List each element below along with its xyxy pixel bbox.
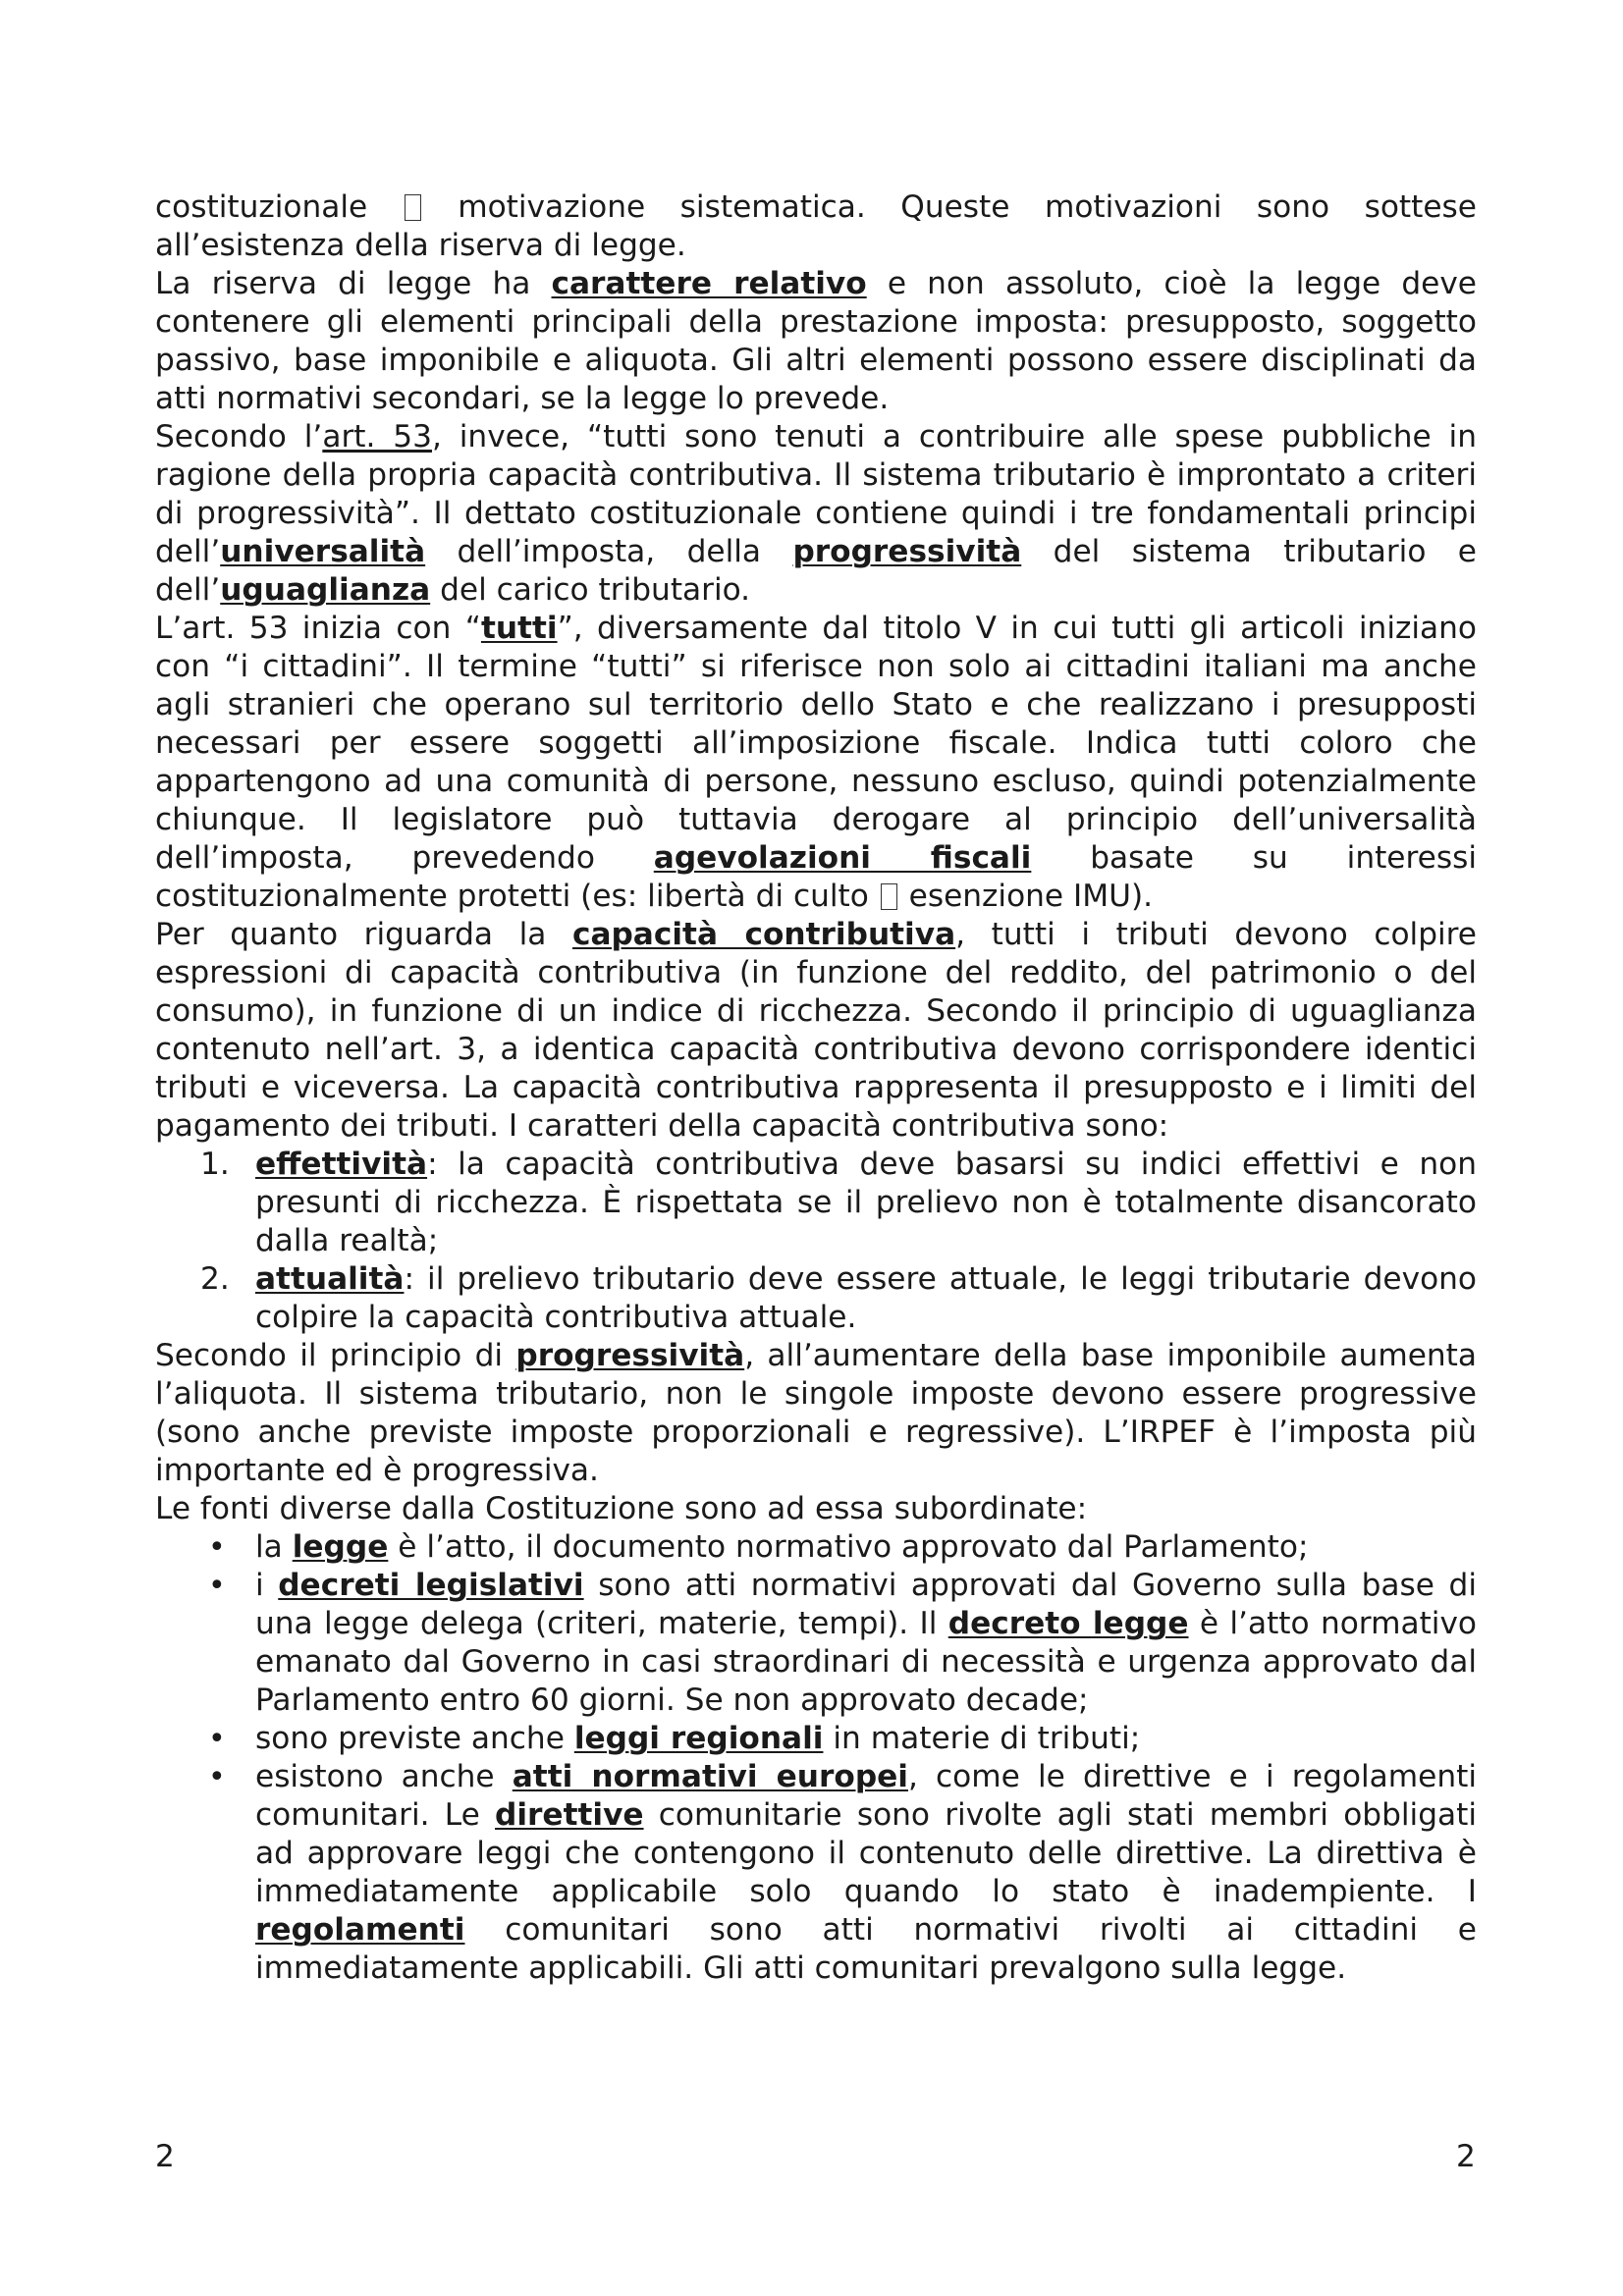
keyword-decreti-legislativi: decreti legislativi bbox=[278, 1568, 584, 1603]
bullet-icon: • bbox=[208, 1569, 226, 1603]
list-item: • la legge è l’atto, il documento normativo approvato dal Parlamento; bbox=[208, 1529, 1309, 1565]
keyword-regolamenti: regolamenti bbox=[255, 1912, 465, 1948]
bullet-icon: • bbox=[208, 1530, 226, 1565]
link-art-53[interactable]: art. 53 bbox=[322, 419, 432, 454]
bullet-list bbox=[155, 1528, 1477, 1988]
keyword-legge: legge bbox=[292, 1529, 389, 1565]
page-number-right: 2 bbox=[1456, 2139, 1476, 2174]
bullet-icon: • bbox=[208, 1760, 226, 1794]
keyword-effettivita: effettività bbox=[255, 1147, 428, 1182]
page-number-left: 2 bbox=[155, 2139, 175, 2174]
bullet-icon: • bbox=[208, 1722, 226, 1756]
keyword-decreto-legge: decreto legge bbox=[947, 1606, 1189, 1641]
list-number: 1. bbox=[200, 1147, 230, 1182]
list-item: • i decreti legislativi sono atti normativi approvati dal Governo sulla base di una legge delega (criteri, materie, tempi). Il decreto legge è l’atto normativo emanato dal Governo in casi straordinari di necessità e urgenza approvato dal Parlamento entro 60 giorni. Se non approvato decade; bbox=[208, 1568, 1478, 1718]
paragraph-tutti: L’art. 53 inizia con “tutti”, diversamente dal titolo V in cui tutti gli articoli iniziano con “i cittadini”. Il termine “tutti” si riferisce non solo ai cittadini italiani ma anche agli stranieri che operano sul territorio dello Stato e che realizzano i presupposti necessari per essere soggetti all’imposizione fiscale. Indica tutti coloro che appartengono ad una comunità di persone, nessuno escluso, quindi potenzialmente chiunque. Il legislatore può tuttavia derogare al principio dell’universalità dell’imposta, prevedendo agevolazioni fiscali basate su interessi costituzionalmente protetti (es: libertà di culto esenzione IMU). bbox=[155, 611, 1477, 914]
numbered-list bbox=[155, 1146, 1477, 1337]
list-item: 1. effettività: la capacità contributiva deve basarsi su indici effettivi e non presunti di ricchezza. È rispettata se il prelievo non è totalmente disancorato dalla realtà; bbox=[200, 1147, 1477, 1258]
list-item: 2. attualità: il prelievo tributario deve essere attuale, le leggi tributarie devono colpire la capacità contributiva attuale. bbox=[200, 1261, 1477, 1335]
keyword-tutti: tutti bbox=[480, 611, 558, 646]
keyword-progressivita: progressività bbox=[792, 534, 1022, 569]
document-page bbox=[155, 188, 1477, 1988]
arrow-glyph-icon bbox=[405, 194, 421, 221]
list-item: • sono previste anche leggi regionali in materie di tributi; bbox=[208, 1721, 1141, 1756]
paragraph-fonti: Le fonti diverse dalla Costituzione sono ad essa subordinate: bbox=[155, 1491, 1088, 1526]
paragraph-riserva-di-legge: La riserva di legge ha carattere relativo e non assoluto, cioè la legge deve contenere gli elementi principali della prestazione imposta: presupposto, soggetto passivo, base imponibile e aliquota. Gli altri elementi possono essere disciplinati da atti normativi secondari, se la legge lo prevede. bbox=[155, 266, 1477, 416]
arrow-glyph-icon bbox=[881, 883, 897, 910]
keyword-uguaglianza: uguaglianza bbox=[220, 572, 431, 608]
keyword-progressivita-2: progressività bbox=[515, 1338, 745, 1373]
paragraph-art-53: Secondo l’art. 53, invece, “tutti sono tenuti a contribuire alle spese pubbliche in ragione della propria capacità contributiva. Il sistema tributario è improntato a criteri di progressività”. Il dettato costituzionale contiene quindi i tre fondamentali principi dell’universalità dell’imposta, della progressività del sistema tributario e dell’uguaglianza del carico tributario. bbox=[155, 419, 1477, 608]
keyword-attualita: attualità bbox=[255, 1261, 405, 1297]
keyword-capacita-contributiva: capacità contributiva bbox=[571, 917, 956, 952]
paragraph-motivazione: costituzionale motivazione sistematica. Queste motivazioni sono sottese all’esistenza della riserva di legge. bbox=[155, 189, 1477, 263]
keyword-leggi-regionali: leggi regionali bbox=[573, 1721, 824, 1756]
keyword-direttive: direttive bbox=[495, 1797, 644, 1833]
keyword-carattere-relativo: carattere relativo bbox=[551, 266, 867, 301]
paragraph-progressivita: Secondo il principio di progressività, all’aumentare della base imponibile aumenta l’aliquota. Il sistema tributario, non le singole imposte devono essere progressive (sono anche previste imposte proporzionali e regressive). L’IRPEF è l’imposta più importante ed è progressiva. bbox=[155, 1338, 1477, 1488]
keyword-agevolazioni-fiscali: agevolazioni fiscali bbox=[653, 840, 1032, 876]
keyword-universalita: universalità bbox=[220, 534, 426, 569]
paragraph-capacita-contributiva: Per quanto riguarda la capacità contributiva, tutti i tributi devono colpire espressioni di capacità contributiva (in funzione del reddito, del patrimonio o del consumo), in funzione di un indice di ricchezza. Secondo il principio di uguaglianza contenuto nell’art. 3, a identica capacità contributiva devono corrispondere identici tributi e viceversa. La capacità contributiva rappresenta il presupposto e i limiti del pagamento dei tributi. I caratteri della capacità contributiva sono: bbox=[155, 917, 1477, 1144]
list-item: • esistono anche atti normativi europei, come le direttive e i regolamenti comunitari. Le direttive comunitarie sono rivolte agli stati membri obbligati ad approvare leggi che contengono il contenuto delle direttive. La direttiva è immediatamente applicabile solo quando lo stato è inadempiente. I regolamenti comunitari sono atti normativi rivolti ai cittadini e immediatamente applicabili. Gli atti comunitari prevalgono sulla legge. bbox=[208, 1759, 1477, 1986]
keyword-atti-normativi-europei: atti normativi europei bbox=[512, 1759, 908, 1794]
list-number: 2. bbox=[200, 1261, 230, 1297]
